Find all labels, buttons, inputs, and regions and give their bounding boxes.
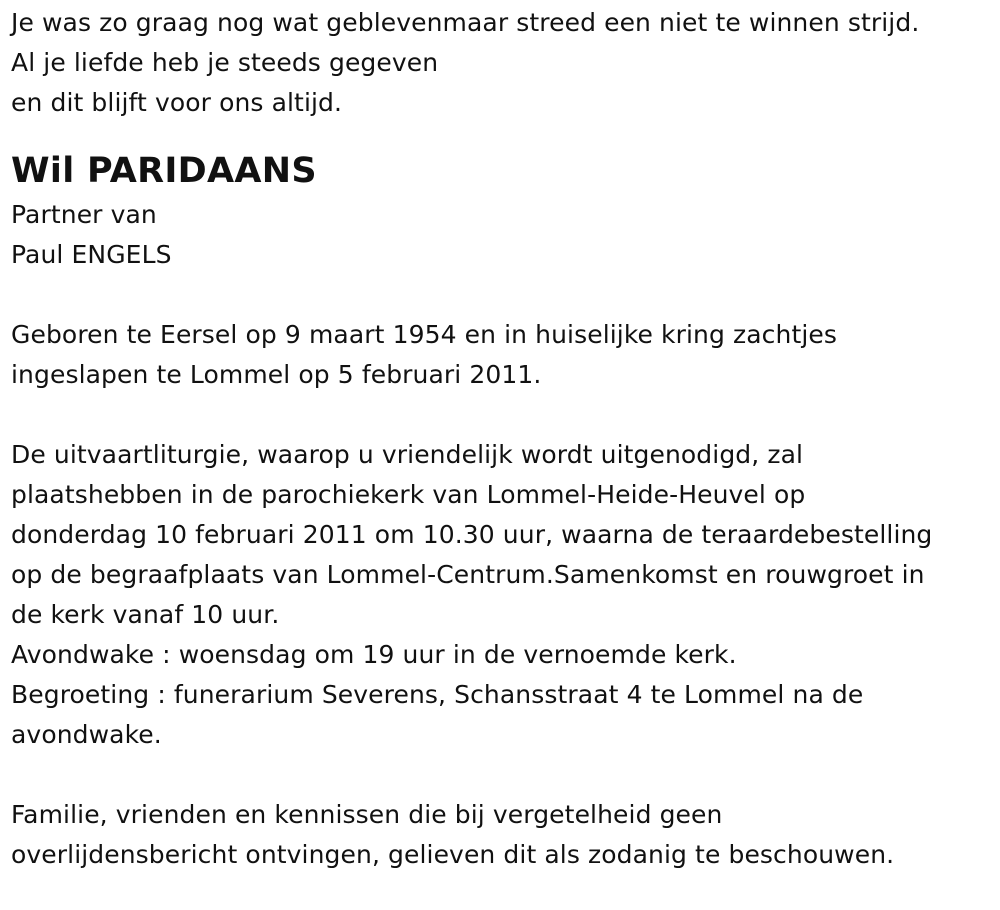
paragraph-line: Familie, vrienden en kennissen die bij vergetelheid geen	[11, 800, 723, 829]
paragraph-line: op de begraafplaats van Lommel-Centrum.Samenkomst en rouwgroet in	[11, 560, 925, 589]
spacer	[11, 275, 996, 315]
paragraph-line: ingeslapen te Lommel op 5 februari 2011.	[11, 360, 542, 389]
relation-label: Partner van	[11, 200, 157, 229]
paragraph-line: avondwake.	[11, 720, 162, 749]
paragraph-line: Begroeting : funerarium Severens, Schansstraat 4 te Lommel na de	[11, 680, 864, 709]
notice-paragraph	[11, 795, 996, 875]
obituary-notice	[11, 3, 996, 875]
partner-info	[11, 195, 996, 275]
verse	[11, 3, 996, 123]
spacer	[11, 395, 996, 435]
paragraph-line: de kerk vanaf 10 uur.	[11, 600, 280, 629]
spacer	[11, 755, 996, 795]
paragraph-line: plaatshebben in de parochiekerk van Lommel-Heide-Heuvel op	[11, 480, 806, 509]
verse-line: en dit blijft voor ons altijd.	[11, 88, 343, 117]
ceremony-paragraph	[11, 435, 996, 755]
paragraph-line: Geboren te Eersel op 9 maart 1954 en in huiselijke kring zachtjes	[11, 320, 838, 349]
paragraph-line: overlijdensbericht ontvingen, gelieven dit als zodanig te beschouwen.	[11, 840, 895, 869]
deceased-name: Wil PARIDAANS	[11, 151, 317, 191]
paragraph-line: De uitvaartliturgie, waarop u vriendelijk wordt uitgenodigd, zal	[11, 440, 804, 469]
verse-line: Je was zo graag nog wat geblevenmaar streed een niet te winnen strijd.	[11, 8, 920, 37]
verse-line: Al je liefde heb je steeds gegeven	[11, 48, 439, 77]
birth-death-paragraph	[11, 315, 996, 395]
partner-name: Paul ENGELS	[11, 240, 172, 269]
paragraph-line: Avondwake : woensdag om 19 uur in de vernoemde kerk.	[11, 640, 737, 669]
paragraph-line: donderdag 10 februari 2011 om 10.30 uur, waarna de teraardebestelling	[11, 520, 933, 549]
